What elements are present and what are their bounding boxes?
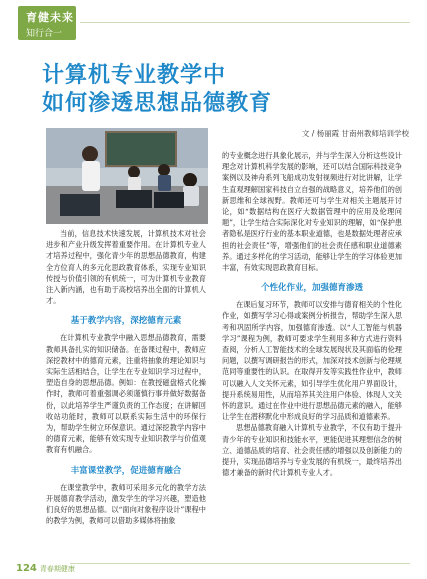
section3-paragraph: 在课后复习环节，教师可以安排与德育相关的个性化作业，如撰写学习心得或案例分析报告，帮助学生深入思考和巩固所学内容，加强德育渗透。以“人工智能与机器学习”课程为例，教师可要求学生利用多种方式进行资料查阅，分析人工智能技术的全球发展现状及其面临的伦理问题，以撰写调研报告的形式，加深对技术创新与伦理规范同等重要性的认识。在取得开发等实践性作业中，教师可以融入人文关怀元素，如引导学生优化用户界面设计，提升系统易用性，从而培养其关注用户体验、体现人文关怀的意识。通过在作业中进行思想品德元素的融入，能够让学生在潜移默化中形成良好的学习品质和道德素养。: [222, 300, 402, 422]
intro-paragraph: 当前，信息技术快速发展，计算机技术对社会进步和产业升级发挥着重要作用。在计算机专业人才培养过程中，强化青少年的思想品德教育，构建全方位育人的多元化思政教育体系，实现专业知识传授与价值引领的有机统一，可为计算机专业教育注入新内涵，也有助于高校培养出全面的计算机人才。: [46, 229, 206, 306]
section1-paragraph: 在计算机专业教学中融入思想品德教育，需要教师具备扎实的知识储备。在备课过程中，教师应深挖教材中的德育元素，注重将抽象的理论知识与实际生活相结合，让学生在专业知识学习过程中，塑造自身的思想品德。例如：在教授磁盘格式化操作时，教师可着重强调必须谨慎行事并做好数据备份，以此培养学生严谨负责的工作态度；在讲解回收站功能时，教师可以联系实际生活中的环保行为，帮助学生树立环保意识。通过深挖教学内容中的德育元素，能够有效实现专业知识教学与价值观教育有机融合。: [46, 333, 206, 455]
left-column: [46, 228, 206, 526]
section2-paragraph: 在课堂教学中，教师可采用多元化的教学方法开展德育教学活动，激发学生的学习兴趣，塑造他们良好的思想品德。以“面向对象程序设计”课程中的教学为例，教师可以借助多媒体将抽象: [46, 482, 206, 526]
section-heading-1: 基于教学内容，深挖德育元素: [70, 316, 182, 327]
column-subtitle: 知行合一: [26, 29, 63, 39]
continued-paragraph: 的专业概念进行具象化展示，并与学生深入分析这些设计理念对计算机科学发展的影响，还可以结合国际科技竞争案例以及神舟系列飞船成功发射视频进行对比讲解，让学生直观理解国家科技自立自强的战略意义，培养他们的创新思维和全球视野。教师还可与学生对相关主题展开讨论，如“数据结构在医疗大数据管理中的应用及伦理问题”，让学生结合实际深化对专业知识的理解，如“保护患者隐私是医疗行业的基本职业道德，也是数据处理者应承担的社会责任”等，增强他们的社会责任感和职业道德素养。通过多样化的学习活动，能够让学生的学习体验更加丰富，有效实现思政教育目标。: [222, 151, 402, 273]
header-rule: [80, 22, 410, 23]
page-number: 124: [16, 563, 37, 574]
column-tag: [18, 6, 76, 40]
conclusion-paragraph: 思想品德教育融入计算机专业教学，不仅有助于提升青少年的专业知识和技能水平，更能促进其理想信念的树立、道德品质的培育、社会责任感的增强以及创新能力的提升，实现品德培养与专业发展的有机统一，最终培养出德才兼备的新时代计算机专业人才。: [222, 423, 402, 478]
article-title: [42, 62, 402, 118]
footer-rule: [70, 563, 410, 564]
classroom-illustration: [46, 128, 208, 224]
column-name: 育健未来: [26, 11, 74, 24]
running-header: [0, 0, 427, 46]
page-footer: [16, 556, 75, 575]
classroom-photo: [46, 128, 208, 224]
publication-name: 青春期健康: [39, 565, 75, 573]
title-line-1: 计算机专业教学中: [42, 63, 227, 88]
section-heading-2: 丰富课堂教学，促进德育融合: [70, 465, 182, 476]
byline: 文 / 杨丽霞 甘南州教师培训学校: [301, 129, 409, 138]
right-column: [222, 150, 402, 478]
section-heading-3: 个性化作业，加强德育渗透: [260, 283, 363, 294]
title-line-2: 如何渗透思想品德教育: [42, 91, 273, 116]
